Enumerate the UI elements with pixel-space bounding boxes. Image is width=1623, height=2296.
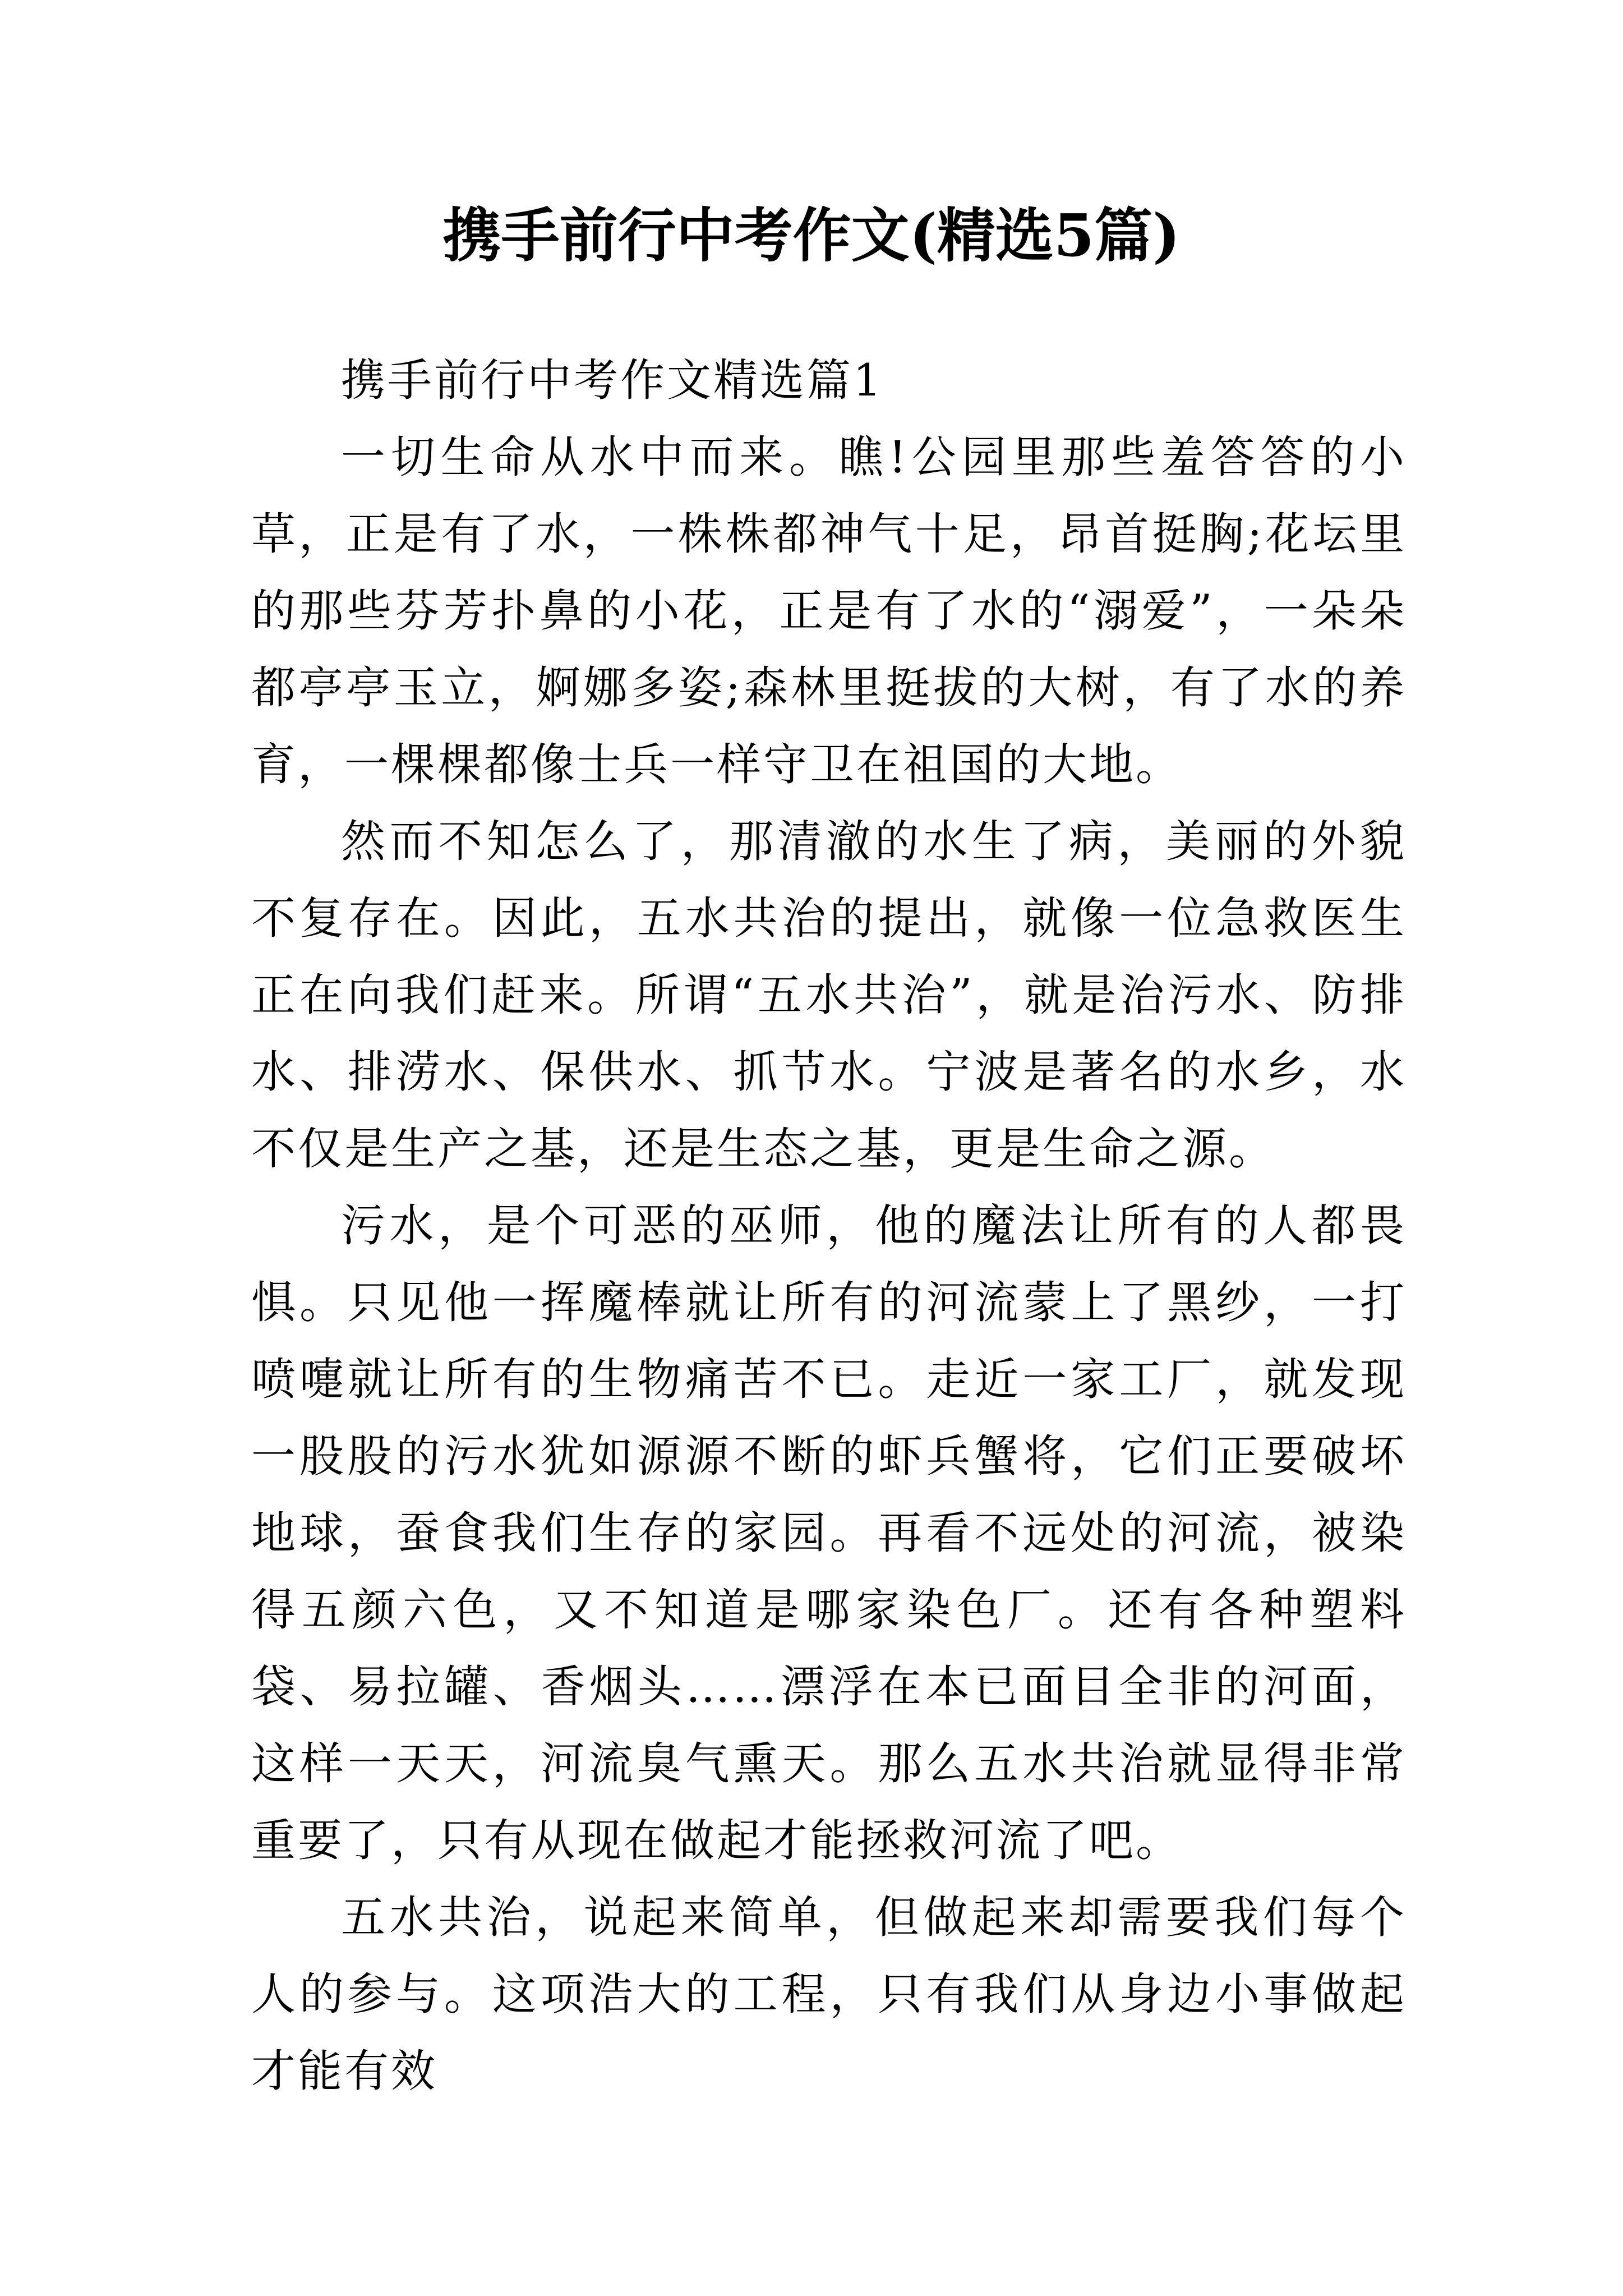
paragraph-2: 然而不知怎么了，那清澈的水生了病，美丽的外貌不复存在。因此，五水共治的提出，就像一位急救医生正在向我们赶来。所谓“五水共治”，就是治污水、防排水、排涝水、保供水、抓节水。宁波是著名的水乡，水不仅是生产之基，还是生态之基，更是生命之源。 bbox=[251, 816, 1407, 1175]
section-heading: 携手前行中考作文精选篇1 bbox=[341, 355, 884, 406]
document-body bbox=[251, 342, 1407, 2110]
document-title: 携手前行中考作文(精选5篇) bbox=[442, 201, 1181, 270]
paragraph-1: 一切生命从水中而来。瞧!公园里那些羞答答的小草，正是有了水，一株株都神气十足，昂首挺胸;花坛里的那些芬芳扑鼻的小花，正是有了水的“溺爱”，一朵朵都亭亭玉立，婀娜多姿;森林里挺拔的大树，有了水的养育，一棵棵都像士兵一样守卫在祖国的大地。 bbox=[251, 431, 1407, 790]
paragraph-4: 五水共治，说起来简单，但做起来却需要我们每个人的参与。这项浩大的工程，只有我们从身边小事做起才能有效 bbox=[251, 1892, 1407, 2097]
paragraph-3: 污水，是个可恶的巫师，他的魔法让所有的人都畏惧。只见他一挥魔棒就让所有的河流蒙上了黑纱，一打喷嚏就让所有的生物痛苦不已。走近一家工厂，就发现一股股的污水犹如源源不断的虾兵蟹将，它们正要破坏地球，蚕食我们生存的家园。再看不远处的河流，被染得五颜六色，又不知道是哪家染色厂。还有各种塑料袋、易拉罐、香烟头……漂浮在本已面目全非的河面，这样一天天，河流臭气熏天。那么五水共治就显得非常重要了，只有从现在做起才能拯救河流了吧。 bbox=[251, 1200, 1407, 1866]
